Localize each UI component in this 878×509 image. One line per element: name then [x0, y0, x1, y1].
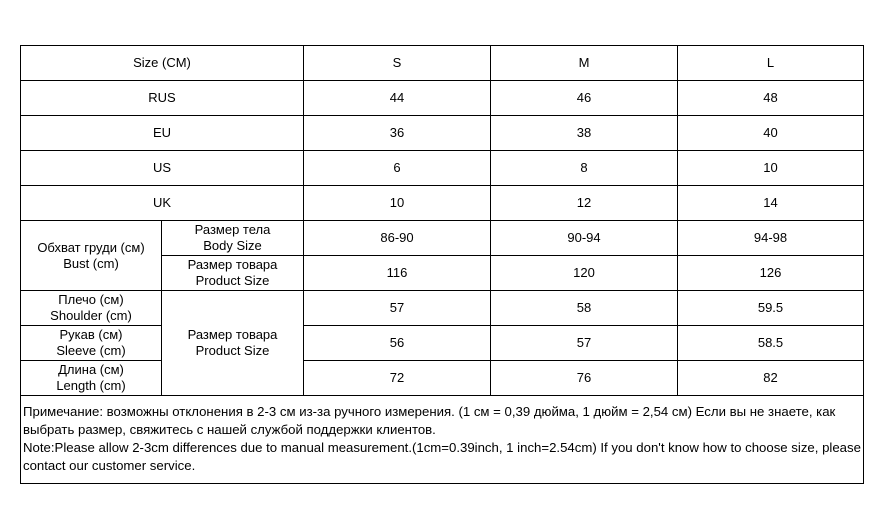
rus-m: 46 [491, 81, 678, 116]
uk-l: 14 [678, 186, 864, 221]
shoulder-s: 57 [304, 291, 491, 326]
sleeve-label-cell [21, 326, 162, 361]
sleeve-s: 56 [304, 326, 491, 361]
group-product-size-en: Product Size [195, 343, 270, 358]
bust-product-m: 120 [491, 256, 678, 291]
length-row [21, 361, 864, 396]
rus-row [21, 81, 864, 116]
rus-s: 44 [304, 81, 491, 116]
size-header-cell: Size (CM) [21, 46, 304, 81]
eu-s: 36 [304, 116, 491, 151]
note-row [21, 396, 864, 484]
shoulder-m: 58 [491, 291, 678, 326]
bust-body-l: 94-98 [678, 221, 864, 256]
shoulder-l: 59.5 [678, 291, 864, 326]
shoulder-label-ru: Плечо (см) [58, 292, 124, 307]
size-m-header: M [491, 46, 678, 81]
note-en: Note:Please allow 2-3cm differences due to manual measurement.(1cm=0.39inch, 1 inch=2.54cm) If you don't know how to choose size, please contact our customer service. [23, 440, 861, 473]
note-cell [21, 396, 864, 484]
sleeve-label-ru: Рукав (см) [59, 327, 123, 342]
length-s: 72 [304, 361, 491, 396]
length-m: 76 [491, 361, 678, 396]
bust-body-size-label [162, 221, 304, 256]
size-l-header: L [678, 46, 864, 81]
eu-m: 38 [491, 116, 678, 151]
eu-row [21, 116, 864, 151]
note-ru: Примечание: возможны отклонения в 2-3 см из-за ручного измерения. (1 см = 0,39 дюйма, 1 дюйм = 2,54 см) Если вы не знаете, как выбрать размер, свяжитесь с нашей службой поддержки клиентов. [23, 404, 836, 437]
group-product-size-ru: Размер товара [187, 327, 278, 342]
shoulder-label-cell [21, 291, 162, 326]
product-size-label-ru: Размер товара [187, 257, 278, 272]
body-size-label-en: Body Size [203, 238, 262, 253]
length-label-en: Length (cm) [56, 378, 126, 393]
shoulder-row [21, 291, 864, 326]
bust-product-l: 126 [678, 256, 864, 291]
us-l: 10 [678, 151, 864, 186]
bust-product-size-label [162, 256, 304, 291]
bust-body-s: 86-90 [304, 221, 491, 256]
product-size-group-label [162, 291, 304, 396]
us-m: 8 [491, 151, 678, 186]
uk-row [21, 186, 864, 221]
size-s-header: S [304, 46, 491, 81]
length-label-cell [21, 361, 162, 396]
eu-label: EU [21, 116, 304, 151]
bust-product-s: 116 [304, 256, 491, 291]
length-label-ru: Длина (см) [58, 362, 124, 377]
uk-s: 10 [304, 186, 491, 221]
us-row [21, 151, 864, 186]
bust-label-en: Bust (cm) [63, 255, 119, 271]
shoulder-label-en: Shoulder (cm) [50, 308, 132, 323]
rus-l: 48 [678, 81, 864, 116]
bust-label-ru: Обхват груди (см) [37, 239, 145, 255]
bust-body-row [21, 221, 864, 256]
sleeve-row [21, 326, 864, 361]
bust-body-m: 90-94 [491, 221, 678, 256]
sleeve-l: 58.5 [678, 326, 864, 361]
sleeve-m: 57 [491, 326, 678, 361]
rus-label: RUS [21, 81, 304, 116]
us-s: 6 [304, 151, 491, 186]
sleeve-label-en: Sleeve (cm) [56, 343, 126, 358]
body-size-label-ru: Размер тела [194, 222, 271, 237]
eu-l: 40 [678, 116, 864, 151]
uk-m: 12 [491, 186, 678, 221]
length-l: 82 [678, 361, 864, 396]
product-size-label-en: Product Size [195, 273, 270, 288]
header-row [21, 46, 864, 81]
uk-label: UK [21, 186, 304, 221]
size-chart-table [20, 45, 864, 484]
bust-label-cell [21, 221, 162, 291]
us-label: US [21, 151, 304, 186]
